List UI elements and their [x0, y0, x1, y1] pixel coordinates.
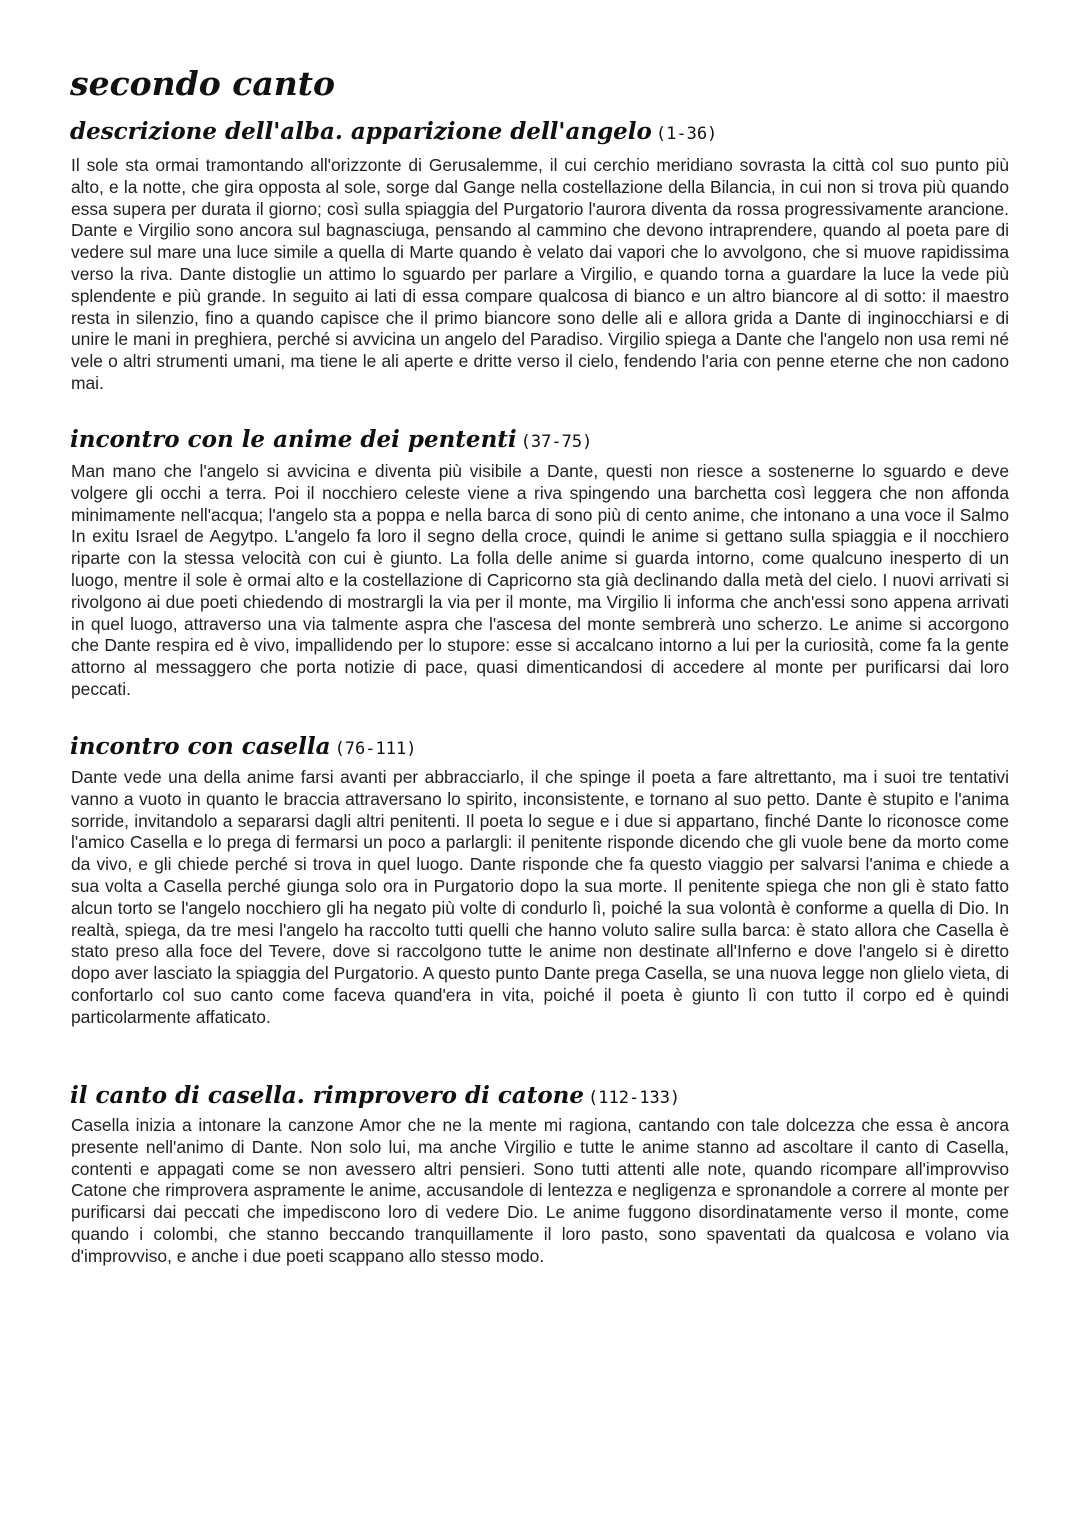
section-text-casella: Dante vede una della anime farsi avanti per abbracciarlo, il che spinge il poeta a fare altrettanto, ma i suoi tre tentativi vanno a vuoto in quanto le braccia attraversano lo spirito, inconsistente, e tornano al suo petto. Dante è stupito e l'anima sorride, invitandolo a separarsi dagli altri penitenti. Il poeta lo segue e i due si appartano, finché Dante lo riconosce come l'amico Casella e lo prega di fermarsi un poco a parlargli: il penitente risponde dicendo che gli vuole bene da morto come da vivo, e gli chiede perché si trova in quel luogo. Dante risponde che fa questo viaggio per salvarsi l'anima e chiede a sua volta a Casella perché giunga solo ora in Purgatorio dopo la sua morte. Il penitente spiega che non gli è stato fatto alcun torto se l'angelo nocchiero gli ha negato più volte di condurlo lì, poiché la sua volontà è conforme a quella di Dio. In realtà, spiega, da tre mesi l'angelo ha raccolto tutti quelli che hanno voluto salire sulla barca: è stato allora che Casella è stato preso alla foce del Tevere, dove si raccolgono tutte le anime non destinate all'Inferno e dove l'angelo si è diretto dopo aver lasciato la spiaggia del Purgatorio. A questo punto Dante prega Casella, se una nuova legge non glielo vieta, di confortarlo col suo canto come faceva quand'era in vita, poiché il poeta è giunto lì con tutto il corpo ed è quindi particolarmente affaticato.: [71, 767, 1009, 1027]
section-heading-alba: [70, 116, 717, 150]
verse-range: (76-111): [334, 739, 417, 759]
document-title: secondo canto: [70, 64, 335, 103]
section-heading-catone: [70, 1080, 680, 1114]
verse-range: (1-36): [655, 124, 718, 144]
section-text-alba: Il sole sta ormai tramontando all'orizzonte di Gerusalemme, il cui cerchio meridiano sovrasta la città col suo punto più alto, e la notte, che gira opposta al sole, sorge dal Gange nella costellazione della Bilancia, in cui non si trova più quando essa supera per durata il giorno; così sulla spiaggia del Purgatorio l'aurora diventa da rossa progressivamente arancione. Dante e Virgilio sono ancora sul bagnasciuga, pensando al cammino che devono intraprendere, quando al poeta pare di vedere sul mare una luce simile a quella di Marte quando è velato dai vapori che lo avvolgono, che si muove rapidissima verso la riva. Dante distoglie un attimo lo sguardo per parlare a Virgilio, e quando torna a guardare la luce la vede più splendente e più grande. In seguito ai lati di essa compare qualcosa di bianco e un altro biancore al di sotto: il maestro resta in silenzio, fino a quando capisce che il primo biancore sono delle ali e allora grida a Dante di inginocchiarsi e di unire le mani in preghiera, perché si avvicina un angelo del Paradiso. Virgilio spiega a Dante che l'angelo non usa remi né vele o altri strumenti umani, ma tiene le ali aperte e dritte verso il cielo, fendendo l'aria con penne eterne che non cadono mai.: [71, 155, 1009, 393]
section-text-anime: Man mano che l'angelo si avvicina e diventa più visibile a Dante, questi non riesce a sostenerne lo sguardo e deve volgere gli occhi a terra. Poi il nocchiero celeste viene a riva spingendo una barchetta così leggera che non affonda minimamente nell'acqua; l'angelo sta a poppa e nella barca di sono più di cento anime, che intonano a una voce il Salmo In exitu Israel de Aegytpo. L'angelo fa loro il segno della croce, quindi le anime si gettano sulla spiaggia e il nocchiero riparte con la stessa velocità con cui è giunto. La folla delle anime si guarda intorno, come qualcuno inesperto di un luogo, mentre il sole è ormai alto e la costellazione di Capricorno sta già declinando dalla metà del cielo. I nuovi arrivati si rivolgono ai due poeti chiedendo di mostrargli la via per il monte, ma Virgilio li informa che anch'essi sono appena arrivati in quel luogo, attraverso una via talmente aspra che l'ascesa del monte sembrerà uno scherzo. Le anime si accorgono che Dante respira ed è vivo, impallidendo per lo stupore: esse si accalcano intorno a lui per la curiosità, come fa la gente attorno al messaggero che porta notizie di pace, quasi dimenticandosi di accedere al monte per purificarsi dai loro peccati.: [71, 461, 1009, 699]
section-title: incontro con le anime dei pententi: [70, 426, 517, 453]
section-text-catone: Casella inizia a intonare la canzone Amor che ne la mente mi ragiona, cantando con tale dolcezza che essa è ancora presente nell'animo di Dante. Non solo lui, ma anche Virgilio e tutte le anime stanno ad ascoltare il canto di Casella, contenti e appagati come se non avessero altri pensieri. Sono tutti attenti alle note, quando ricompare all'improvviso Catone che rimprovera aspramente le anime, accusandole di lentezza e negligenza e spronandole a correre al monte per purificarsi dai peccati che impediscono loro di vedere Dio. Le anime fuggono disordinatamente verso il monte, come quando i colombi, che stanno beccando tranquillamente il loro pasto, sono spaventati da qualcosa e volano via d'improvviso, e anche i due poeti scappano allo stesso modo.: [71, 1115, 1009, 1266]
section-heading-anime: [70, 424, 592, 458]
section-title: descrizione dell'alba. apparizione dell'angelo: [70, 118, 652, 145]
verse-range: (112-133): [588, 1088, 681, 1108]
section-title: incontro con casella: [70, 733, 331, 760]
verse-range: (37-75): [520, 432, 593, 452]
section-title: il canto di casella. rimprovero di catone: [70, 1082, 585, 1109]
section-heading-casella: [70, 731, 416, 765]
